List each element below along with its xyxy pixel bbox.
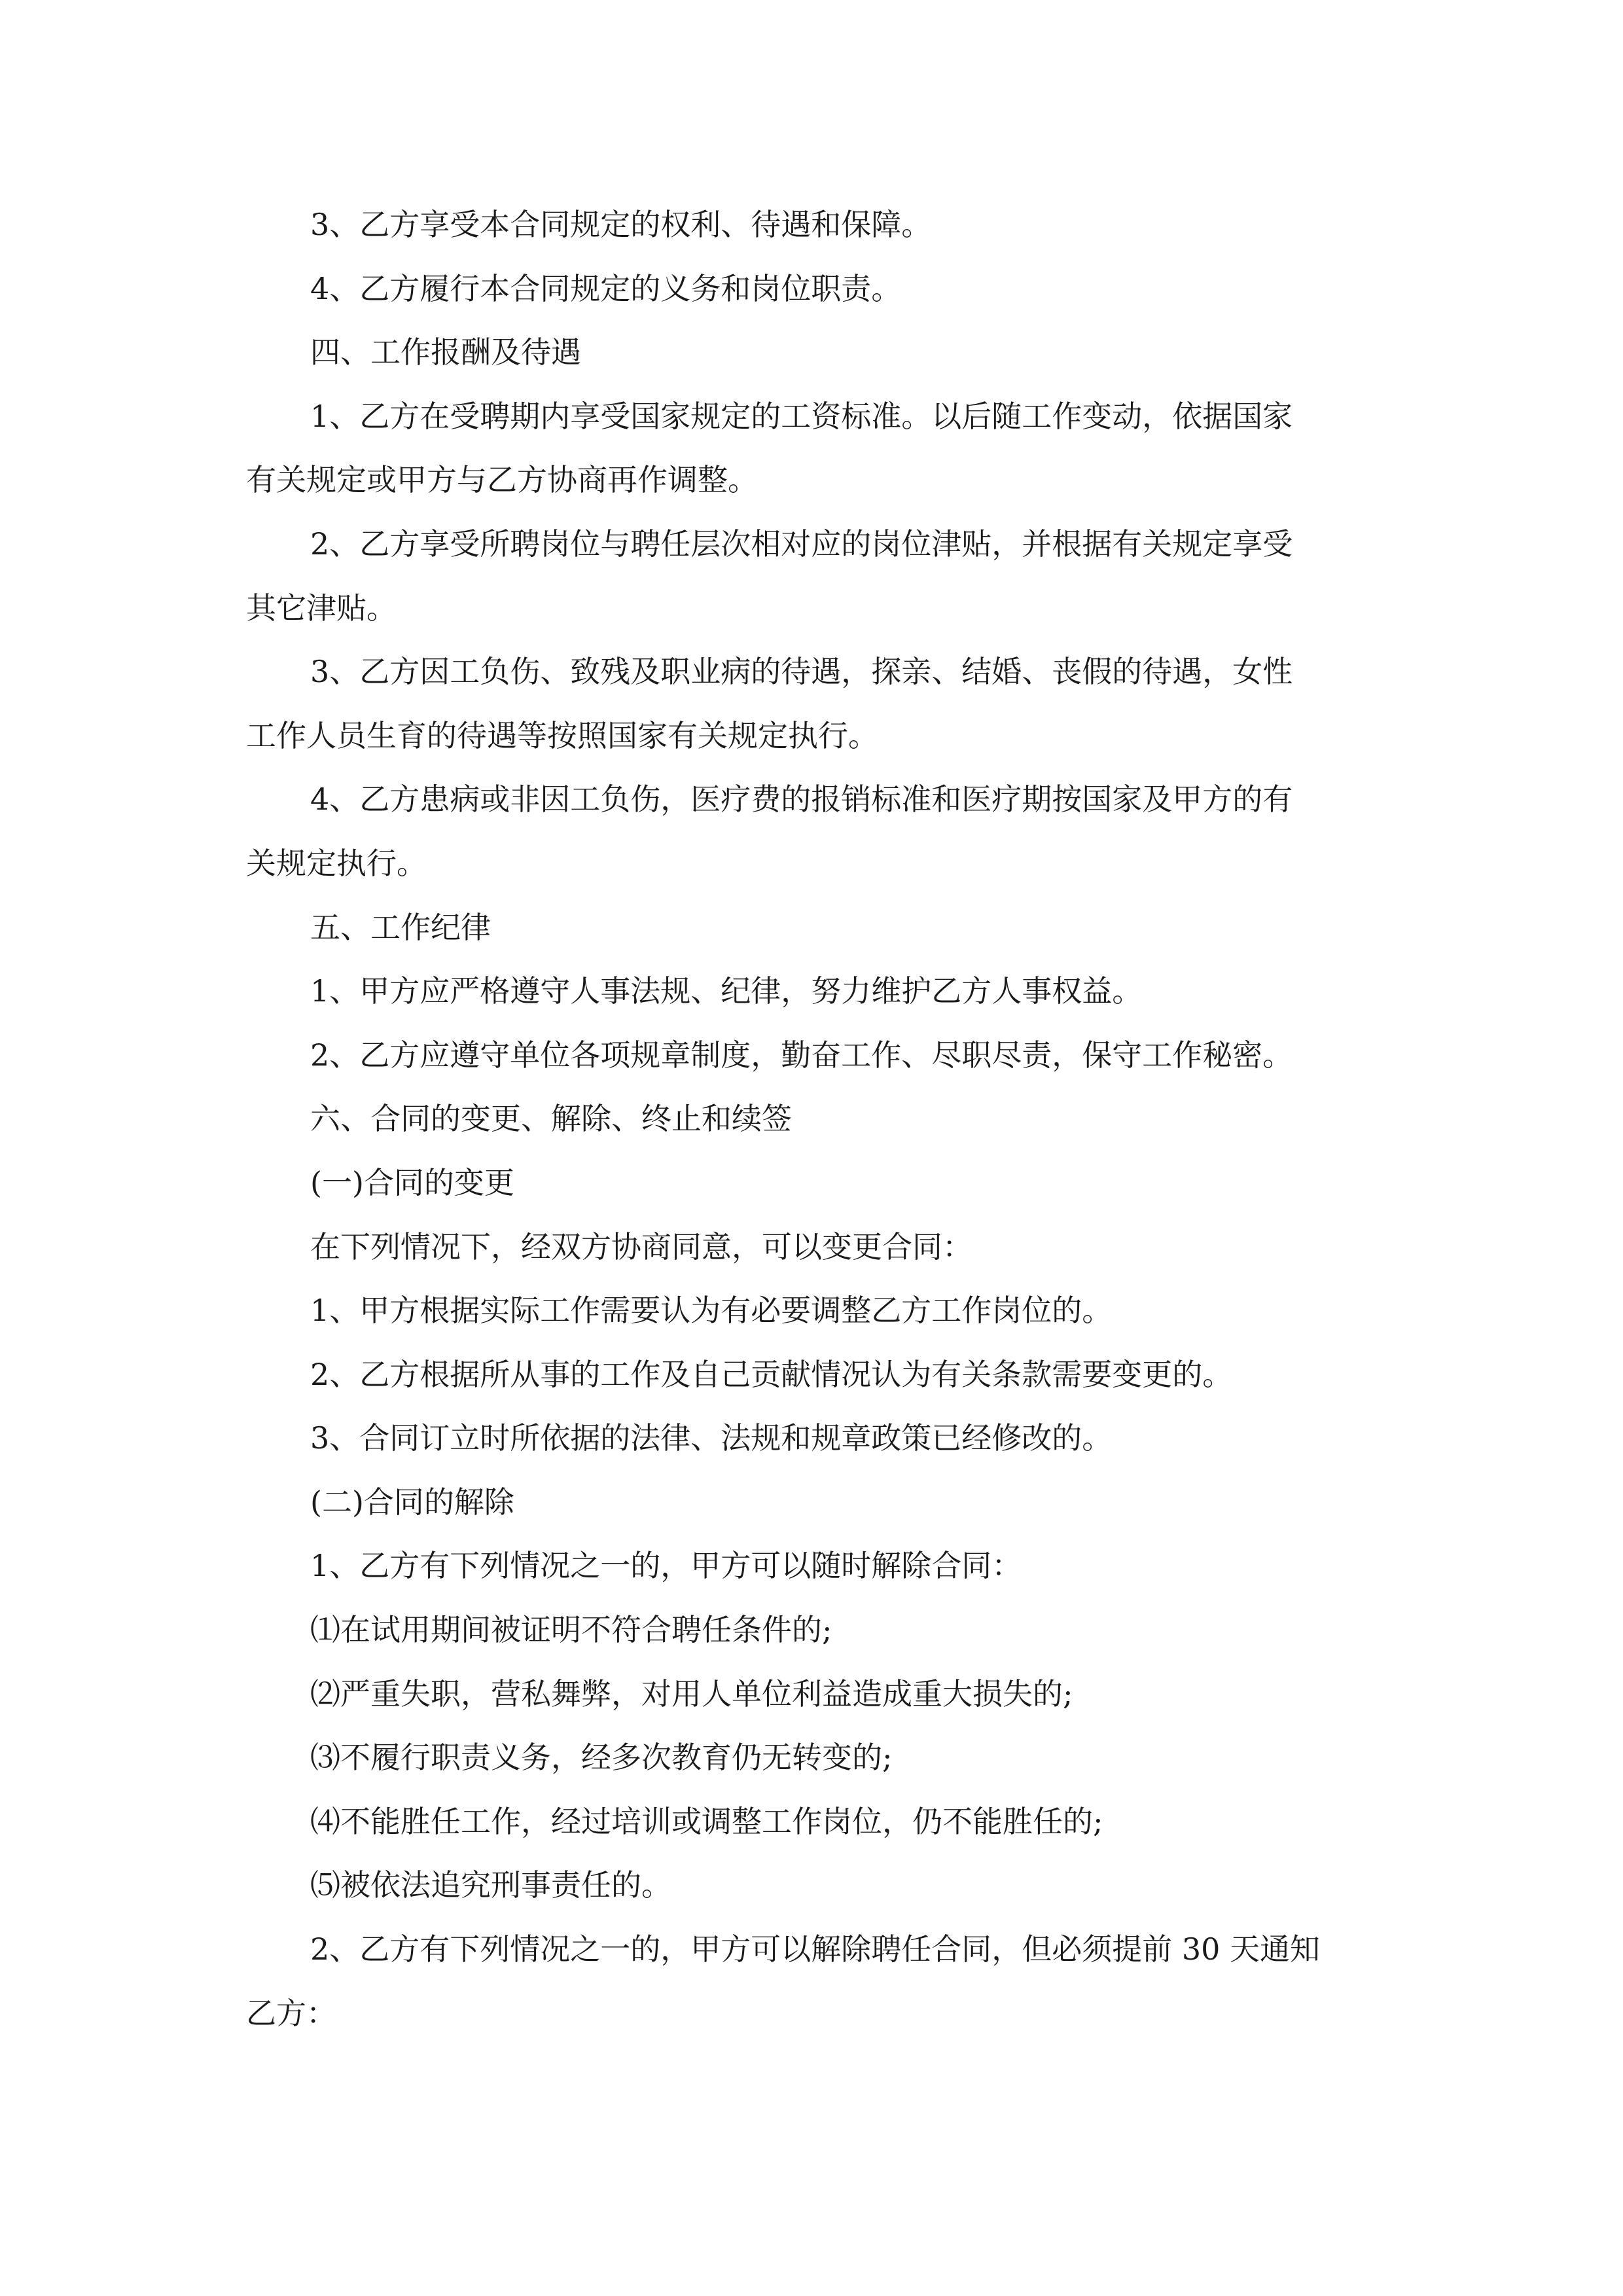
text-line: (二)合同的解除 <box>310 1484 514 1520</box>
text-line: 3、乙方享受本合同规定的权利、待遇和保障。 <box>310 207 932 242</box>
text-line: 其它津贴。 <box>246 590 397 626</box>
text-line: 有关规定或甲方与乙方协商再作调整。 <box>246 462 758 498</box>
text-line: 乙方： <box>246 1995 336 2031</box>
text-line: 2、乙方有下列情况之一的，甲方可以解除聘任合同，但必须提前 30 天通知 <box>310 1931 1321 1967</box>
text-line: (一)合同的变更 <box>310 1164 514 1200</box>
text-line: 关规定执行。 <box>246 845 427 881</box>
text-line: 3、合同订立时所依据的法律、法规和规章政策已经修改的。 <box>310 1420 1113 1456</box>
contract-body <box>246 193 1377 2045</box>
text-line: 六、合同的变更、解除、终止和续签 <box>310 1101 792 1137</box>
text-line: 五、工作纪律 <box>310 909 491 945</box>
text-line: ⑵严重失职，营私舞弊，对用人单位利益造成重大损失的; <box>310 1676 1073 1712</box>
text-line: 2、乙方根据所从事的工作及自己贡献情况认为有关条款需要变更的。 <box>310 1356 1233 1392</box>
text-line: 1、乙方有下列情况之一的，甲方可以随时解除合同： <box>310 1548 1022 1584</box>
text-line: 3、乙方因工负伤、致残及职业病的待遇，探亲、结婚、丧假的待遇，女性 <box>310 654 1293 690</box>
text-line: ⑴在试用期间被证明不符合聘任条件的; <box>310 1612 832 1648</box>
text-line: ⑸被依法追究刑事责任的。 <box>310 1867 671 1903</box>
text-line: 2、乙方应遵守单位各项规章制度，勤奋工作、尽职尽责，保守工作秘密。 <box>310 1037 1293 1073</box>
text-line: 四、工作报酬及待遇 <box>310 334 581 370</box>
text-line: 工作人员生育的待遇等按照国家有关规定执行。 <box>246 717 878 753</box>
text-line: 1、乙方在受聘期内享受国家规定的工资标准。以后随工作变动，依据国家 <box>310 398 1293 434</box>
text-line: 4、乙方患病或非因工负伤，医疗费的报销标准和医疗期按国家及甲方的有 <box>310 781 1293 817</box>
text-line: 1、甲方应严格遵守人事法规、纪律，努力维护乙方人事权益。 <box>310 973 1143 1009</box>
text-line: 在下列情况下，经双方协商同意，可以变更合同： <box>310 1229 972 1265</box>
text-line: 1、甲方根据实际工作需要认为有必要调整乙方工作岗位的。 <box>310 1293 1113 1329</box>
text-line: ⑶不履行职责义务，经多次教育仍无转变的; <box>310 1740 893 1776</box>
text-line: ⑷不能胜任工作，经过培训或调整工作岗位，仍不能胜任的; <box>310 1803 1103 1839</box>
text-line: 4、乙方履行本合同规定的义务和岗位职责。 <box>310 270 902 306</box>
text-line: 2、乙方享受所聘岗位与聘任层次相对应的岗位津贴，并根据有关规定享受 <box>310 526 1293 562</box>
